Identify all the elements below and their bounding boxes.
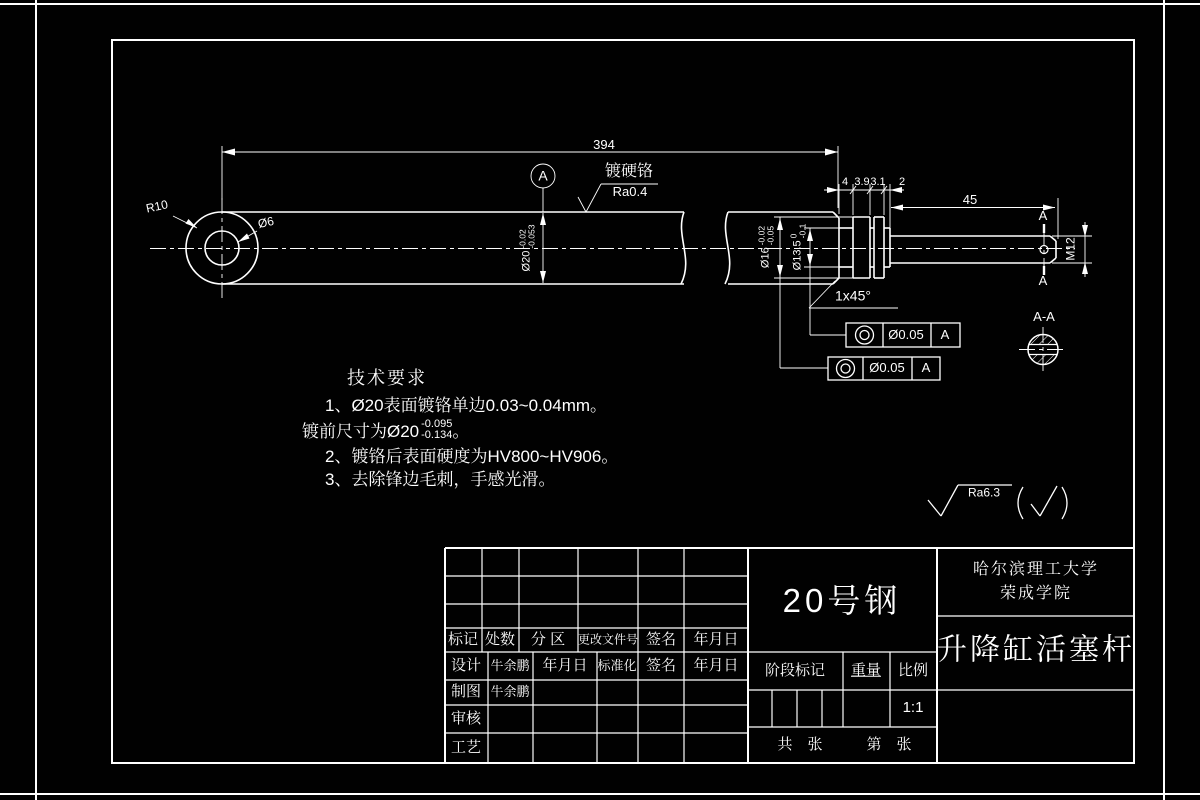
tb-process-label: 工艺 [450,738,482,756]
fcf2-datum: A [921,359,931,375]
chamfer-note: 1x45° [835,287,871,304]
tb-material: 20号钢 [782,581,902,619]
concentricity-icon [856,326,874,344]
tb-date-label: 年月日 [693,630,739,648]
paren-right [1062,487,1067,519]
tolerance-stack: -0.095 -0.134 [421,417,453,441]
tb-doc-label: 更改文件号 [577,632,639,647]
plating-roughness: Ra0.4 [612,183,648,199]
dim-groove-1: 4 [841,175,849,188]
tb-mark-label: 标记 [447,630,479,648]
tb-design-name: 牛余鹏 [490,657,530,673]
tech-req-line-1: 1、Ø20表面镀铬单边0.03~0.04mm。 [325,396,608,415]
dim-groove-2: 3.9 [854,175,870,188]
tb-sig-label: 签名 [645,630,677,648]
tb-org-line2: 荣成学院 [999,585,1073,603]
fcf1-tolerance: Ø0.05 [888,326,924,342]
dim-shaft-diameter [519,225,536,272]
tb-date2-label: 年月日 [693,656,739,674]
tolerance-stack: 0 -0.1 [788,223,807,239]
tb-draft-label: 制图 [450,682,482,700]
section-mark-top: A [1038,207,1048,223]
section-view-label: A-A [1033,308,1055,324]
tb-design-label: 设计 [450,656,482,674]
dim-groove-4: 2 [898,175,906,188]
dim-ring-diameter: Ø16 -0.02 -0.05 [756,225,775,269]
check-icon [1031,504,1040,516]
dim-groove-3: 3.1 [870,175,886,188]
tb-scale-label: 比例 [897,661,929,679]
tb-design-date: 年月日 [542,656,588,674]
tb-stage-label: 阶段标记 [764,661,826,679]
tech-req-line-2: 镀前尺寸为Ø20 -0.095 -0.134 。 [302,417,470,441]
tech-req-line-4: 3、去除锋边毛刺，手感光滑。 [325,470,556,489]
tb-draft-name: 牛余鹏 [490,683,530,699]
tolerance-stack: -0.02 -0.053 [517,224,536,249]
dim-overall-length: 394 [593,136,615,152]
tb-part-name: 升降缸活塞杆 [937,633,1135,667]
dim-eye-radius: R10 [144,197,170,216]
paren-left [1018,487,1023,519]
dim-thread-spec: M12 [1063,237,1078,261]
tb-sig2-label: 签名 [645,656,677,674]
tb-count-label: 处数 [484,630,516,648]
part-outline [186,212,1056,284]
section-mark-bottom: A [1038,272,1048,288]
tb-weight-label: 重量 [850,661,882,679]
tolerance-stack: -0.02 -0.05 [756,225,775,246]
default-roughness-value: Ra6.3 [967,485,1001,500]
tech-req-title: 技术要求 [347,368,427,388]
tb-sheet-number: 第 张 [866,735,912,753]
tech-req-line-3: 2、镀铬后表面硬度为HV800~HV906。 [325,447,619,466]
datum-letter: A [538,167,548,184]
tb-org-line1: 哈尔滨理工大学 [972,561,1100,579]
concentricity-icon [837,360,855,378]
fcf1-datum: A [940,326,950,342]
dim-thread-length: 45 [962,191,978,207]
break-line-right [725,212,730,284]
centerlines [150,198,1078,372]
tb-zone-label: 分 区 [530,630,566,648]
tb-scale-value: 1:1 [902,698,924,716]
fcf2-tolerance: Ø0.05 [869,359,905,375]
dim-eye-hole: Ø6 [256,213,276,231]
break-line-left [681,212,686,284]
dim-neck-diameter: Ø13.5 0 -0.1 [788,223,807,271]
tb-review-label: 审核 [450,709,482,727]
tb-sheet-total: 共 张 [777,735,823,753]
plating-note: 镀硬铬 [604,163,654,181]
dim-value: Ø20 [520,250,533,272]
tb-std-label: 标准化 [597,657,637,673]
